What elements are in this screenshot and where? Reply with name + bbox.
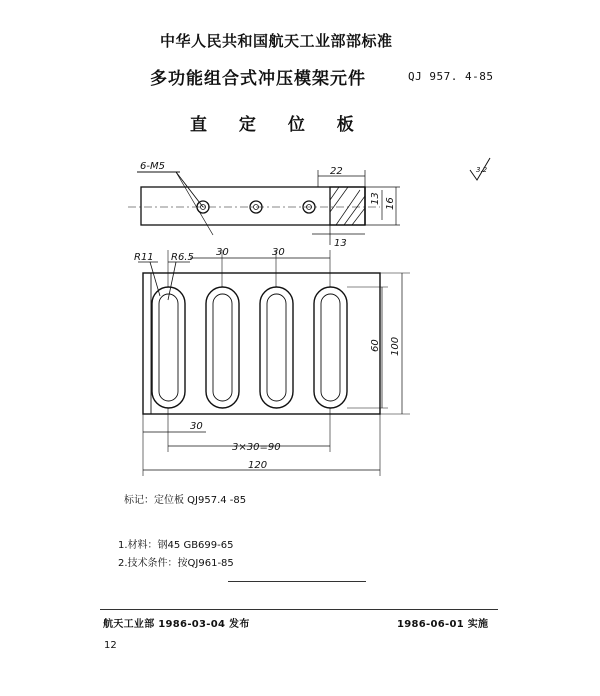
page-title: 直 定 位 板 <box>190 115 362 135</box>
dim-120: 120 <box>248 460 268 471</box>
dim-16: 16 <box>385 197 396 210</box>
document-series-title: 多功能组合式冲压模架元件 <box>150 69 366 89</box>
note-material: 1.材料：钢45 GB699-65 <box>118 540 234 551</box>
dim-30-top-right: 30 <box>272 247 285 258</box>
marking-note: 标记：定位板 QJ957.4 -85 <box>124 495 247 506</box>
dim-3x30: 3×30=90 <box>232 442 281 453</box>
separator-short <box>228 581 366 582</box>
roughness-value: 3.2 <box>476 166 488 174</box>
effective-date: 1986-06-01 实施 <box>397 619 489 630</box>
dim-13-horizontal: 13 <box>334 238 347 249</box>
dim-22: 22 <box>330 166 343 177</box>
issue-date: 航天工业部 1986-03-04 发布 <box>103 619 250 630</box>
dim-thread: 6-M5 <box>140 161 165 172</box>
standard-number: QJ 957. 4-85 <box>408 70 494 83</box>
issuing-authority: 中华人民共和国航天工业部部标准 <box>160 32 393 50</box>
dim-30-bottom: 30 <box>190 421 203 432</box>
dim-30-top-left: 30 <box>216 247 229 258</box>
page-number: 12 <box>104 640 117 651</box>
dim-13-vertical: 13 <box>370 192 381 205</box>
footer-rule <box>100 609 498 610</box>
side-view <box>128 170 400 245</box>
note-technical-conditions: 2.技术条件：按QJ961-85 <box>118 558 234 569</box>
dim-r6-5: R6.5 <box>171 252 194 263</box>
dim-100: 100 <box>390 336 401 356</box>
dim-r11: R11 <box>134 252 154 263</box>
dim-60: 60 <box>370 339 381 352</box>
